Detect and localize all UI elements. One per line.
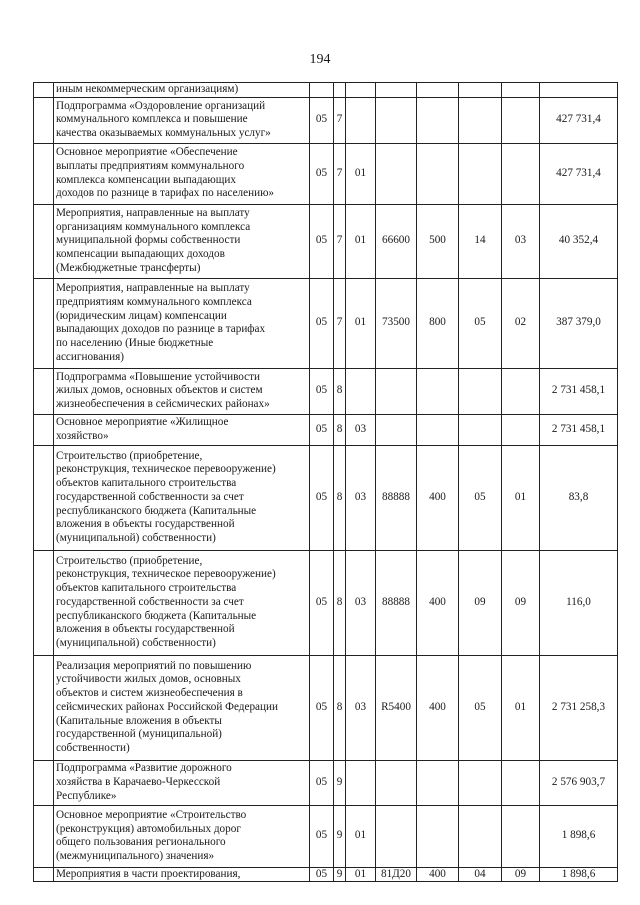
code-cell-c7	[502, 368, 540, 414]
table-row	[34, 550, 618, 655]
amount-cell	[540, 83, 618, 98]
amount-cell: 427 731,4	[540, 97, 618, 143]
code-cell-c2: 7	[334, 143, 346, 204]
table-row	[34, 445, 618, 550]
code-cell-c4: 66600	[376, 204, 417, 278]
item-name-line: доходов по разнице в тарифах по населению»	[56, 187, 275, 200]
budget-table-body	[34, 83, 618, 882]
code-cell-c3: 03	[346, 550, 376, 655]
item-name-cell	[54, 83, 310, 98]
item-name-line: (юридическим лицам) компенсации	[56, 309, 227, 322]
item-name-cell	[54, 805, 310, 867]
item-name-line: (муниципальной) собственности)	[56, 636, 216, 649]
table-row	[34, 143, 618, 204]
item-name-line: (межмуниципального) значения»	[56, 849, 215, 862]
code-cell-c7	[502, 414, 540, 445]
code-cell-c2: 9	[334, 805, 346, 867]
code-cell-c6	[459, 143, 502, 204]
code-cell-c1	[310, 83, 334, 98]
code-cell-c3: 03	[346, 655, 376, 760]
amount-cell: 1 898,6	[540, 867, 618, 882]
item-name-line: объектов капитального строительства	[56, 582, 237, 595]
code-cell-c5	[417, 97, 459, 143]
code-cell-c3: 01	[346, 143, 376, 204]
code-cell-c6: 04	[459, 867, 502, 882]
item-name-line: (Капитальные вложения в объекты	[56, 714, 222, 727]
code-cell-c2: 8	[334, 368, 346, 414]
item-name-line: Мероприятия, направленные на выплату	[56, 282, 250, 295]
item-name-line: Подпрограмма «Развитие дорожного	[56, 762, 232, 775]
item-name-line: объектов и систем жизнеобеспечения в	[56, 687, 243, 700]
code-cell-c5	[417, 805, 459, 867]
item-name-line: государственной собственности за счет	[56, 490, 244, 503]
item-name-line: государственной (муниципальной)	[56, 728, 222, 741]
table-row	[34, 278, 618, 368]
code-cell-c7: 09	[502, 867, 540, 882]
code-cell-c1: 05	[310, 867, 334, 882]
code-cell-c7	[502, 83, 540, 98]
table-row	[34, 97, 618, 143]
code-cell-c5: 500	[417, 204, 459, 278]
item-name-line: общего пользования регионального	[56, 836, 226, 849]
item-name-line: качества оказываемых коммунальных услуг»	[56, 127, 271, 140]
item-name-cell	[54, 204, 310, 278]
item-name-cell	[54, 368, 310, 414]
code-cell-c7: 09	[502, 550, 540, 655]
code-cell-c1: 05	[310, 204, 334, 278]
code-cell-c6: 14	[459, 204, 502, 278]
item-name-line: Основное мероприятие «Строительство	[56, 808, 247, 821]
item-name-line: жизнеобеспечения в сейсмических районах»	[56, 398, 270, 411]
item-name-line: объектов капитального строительства	[56, 477, 237, 490]
table-row	[34, 655, 618, 760]
code-cell-c2: 7	[334, 97, 346, 143]
code-cell-c1: 05	[310, 143, 334, 204]
code-cell-c7: 01	[502, 445, 540, 550]
code-cell-c2: 8	[334, 550, 346, 655]
item-name-line: Подпрограмма «Оздоровление организаций	[56, 99, 266, 112]
item-name-line: Строительство (приобретение,	[56, 554, 203, 567]
row-number-cell	[34, 278, 54, 368]
code-cell-c4: 73500	[376, 278, 417, 368]
item-name-line: муниципальной формы собственности	[56, 234, 241, 247]
row-number-cell	[34, 655, 54, 760]
row-number-cell	[34, 414, 54, 445]
table-row	[34, 204, 618, 278]
amount-cell: 116,0	[540, 550, 618, 655]
item-name-line: иным некоммерческим организациям)	[56, 83, 239, 95]
item-name-line: выпадающих доходов по разнице в тарифах	[56, 323, 266, 336]
code-cell-c6: 05	[459, 445, 502, 550]
code-cell-c2: 8	[334, 655, 346, 760]
code-cell-c6: 05	[459, 278, 502, 368]
code-cell-c6: 05	[459, 655, 502, 760]
item-name-cell	[54, 867, 310, 882]
code-cell-c5: 400	[417, 867, 459, 882]
code-cell-c6	[459, 368, 502, 414]
code-cell-c2: 9	[334, 867, 346, 882]
item-name-line: реконструкция, техническое перевооружение)	[56, 568, 276, 581]
item-name-line: государственной собственности за счет	[56, 595, 244, 608]
row-number-cell	[34, 760, 54, 805]
budget-table	[33, 82, 618, 882]
code-cell-c1: 05	[310, 445, 334, 550]
item-name-line: Строительство (приобретение,	[56, 449, 203, 462]
item-name-line: Мероприятия, направленные на выплату	[56, 206, 250, 219]
code-cell-c4: 81Д20	[376, 867, 417, 882]
row-number-cell	[34, 445, 54, 550]
code-cell-c3: 01	[346, 204, 376, 278]
row-number-cell	[34, 368, 54, 414]
amount-cell: 427 731,4	[540, 143, 618, 204]
table-row	[34, 414, 618, 445]
code-cell-c5: 800	[417, 278, 459, 368]
code-cell-c7	[502, 97, 540, 143]
item-name-cell	[54, 655, 310, 760]
code-cell-c7: 01	[502, 655, 540, 760]
amount-cell: 2 731 458,1	[540, 368, 618, 414]
item-name-line: Реализация мероприятий по повышению	[56, 659, 252, 672]
row-number-cell	[34, 83, 54, 98]
item-name-line: Подпрограмма «Повышение устойчивости	[56, 370, 261, 383]
item-name-line: хозяйства в Карачаево-Черкесской	[56, 775, 221, 788]
code-cell-c6: 09	[459, 550, 502, 655]
code-cell-c2: 7	[334, 278, 346, 368]
item-name-line: ассигнования)	[56, 350, 124, 363]
code-cell-c2: 8	[334, 414, 346, 445]
item-name-line: сейсмических районах Российской Федерации	[56, 700, 278, 713]
code-cell-c2: 7	[334, 204, 346, 278]
amount-cell: 2 576 903,7	[540, 760, 618, 805]
code-cell-c4: 88888	[376, 445, 417, 550]
item-name-line: организациям коммунального комплекса	[56, 220, 251, 233]
table-row	[34, 83, 618, 98]
code-cell-c5	[417, 83, 459, 98]
item-name-line: устойчивости жилых домов, основных	[56, 673, 241, 686]
item-name-line: выплаты предприятиям коммунального	[56, 160, 245, 172]
code-cell-c3: 01	[346, 278, 376, 368]
code-cell-c6	[459, 97, 502, 143]
code-cell-c1: 05	[310, 760, 334, 805]
code-cell-c7	[502, 143, 540, 204]
item-name-line: Республике»	[56, 789, 117, 802]
row-number-cell	[34, 204, 54, 278]
code-cell-c5: 400	[417, 550, 459, 655]
page-number: 194	[309, 52, 331, 67]
amount-cell: 2 731 258,3	[540, 655, 618, 760]
item-name-cell	[54, 414, 310, 445]
code-cell-c4: R5400	[376, 655, 417, 760]
code-cell-c3: 01	[346, 805, 376, 867]
item-name-line: Основное мероприятие «Обеспечение	[56, 146, 238, 159]
item-name-line: жилых домов, основных объектов и систем	[56, 384, 263, 397]
item-name-cell	[54, 445, 310, 550]
amount-cell: 1 898,6	[540, 805, 618, 867]
item-name-line: (реконструкция) автомобильных дорог	[56, 822, 241, 835]
code-cell-c4	[376, 414, 417, 445]
code-cell-c4	[376, 805, 417, 867]
code-cell-c7: 02	[502, 278, 540, 368]
code-cell-c7	[502, 805, 540, 867]
item-name-line: республиканского бюджета (Капитальные	[56, 504, 257, 517]
code-cell-c1: 05	[310, 278, 334, 368]
code-cell-c7	[502, 760, 540, 805]
code-cell-c5: 400	[417, 655, 459, 760]
item-name-line: вложения в объекты государственной	[56, 518, 235, 531]
amount-cell: 387 379,0	[540, 278, 618, 368]
item-name-line: собственности)	[56, 741, 130, 754]
item-name-line: коммунального комплекса и повышение	[56, 113, 248, 126]
amount-cell: 83,8	[540, 445, 618, 550]
code-cell-c4	[376, 143, 417, 204]
item-name-cell	[54, 550, 310, 655]
code-cell-c3	[346, 368, 376, 414]
row-number-cell	[34, 143, 54, 204]
row-number-cell	[34, 867, 54, 882]
item-name-cell	[54, 97, 310, 143]
table-row	[34, 760, 618, 805]
code-cell-c1: 05	[310, 805, 334, 867]
code-cell-c3	[346, 760, 376, 805]
code-cell-c5	[417, 760, 459, 805]
row-number-cell	[34, 805, 54, 867]
item-name-cell	[54, 278, 310, 368]
code-cell-c4	[376, 97, 417, 143]
code-cell-c4	[376, 760, 417, 805]
code-cell-c5: 400	[417, 445, 459, 550]
code-cell-c1: 05	[310, 550, 334, 655]
code-cell-c4	[376, 368, 417, 414]
amount-cell: 40 352,4	[540, 204, 618, 278]
code-cell-c6	[459, 83, 502, 98]
amount-cell: 2 731 458,1	[540, 414, 618, 445]
code-cell-c2	[334, 83, 346, 98]
item-name-line: реконструкция, техническое перевооружение)	[56, 463, 276, 476]
code-cell-c3	[346, 97, 376, 143]
item-name-line: республиканского бюджета (Капитальные	[56, 609, 257, 622]
code-cell-c2: 8	[334, 445, 346, 550]
code-cell-c1: 05	[310, 368, 334, 414]
row-number-cell	[34, 550, 54, 655]
item-name-line: Мероприятия в части проектирования,	[56, 867, 241, 880]
item-name-line: компенсации выпадающих доходов	[56, 248, 225, 261]
code-cell-c4: 88888	[376, 550, 417, 655]
code-cell-c3: 03	[346, 414, 376, 445]
item-name-cell	[54, 760, 310, 805]
code-cell-c6	[459, 760, 502, 805]
item-name-line: комплекса компенсации выпадающих	[56, 173, 236, 186]
item-name-line: по населению (Иные бюджетные	[56, 336, 214, 349]
item-name-line: вложения в объекты государственной	[56, 623, 235, 636]
code-cell-c3	[346, 83, 376, 98]
code-cell-c4	[376, 83, 417, 98]
item-name-line: (Межбюджетные трансферты)	[56, 261, 201, 274]
code-cell-c1: 05	[310, 414, 334, 445]
table-row	[34, 368, 618, 414]
table-row	[34, 867, 618, 882]
code-cell-c3: 01	[346, 867, 376, 882]
item-name-line: хозяйство»	[56, 429, 109, 442]
item-name-line: Основное мероприятие «Жилищное	[56, 416, 229, 428]
code-cell-c2: 9	[334, 760, 346, 805]
code-cell-c5	[417, 143, 459, 204]
code-cell-c5	[417, 414, 459, 445]
code-cell-c3: 03	[346, 445, 376, 550]
row-number-cell	[34, 97, 54, 143]
code-cell-c5	[417, 368, 459, 414]
code-cell-c7: 03	[502, 204, 540, 278]
code-cell-c1: 05	[310, 655, 334, 760]
item-name-line: (муниципальной) собственности)	[56, 531, 216, 544]
table-row	[34, 805, 618, 867]
code-cell-c6	[459, 805, 502, 867]
code-cell-c1: 05	[310, 97, 334, 143]
item-name-line: предприятиям коммунального комплекса	[56, 295, 252, 308]
code-cell-c6	[459, 414, 502, 445]
item-name-cell	[54, 143, 310, 204]
